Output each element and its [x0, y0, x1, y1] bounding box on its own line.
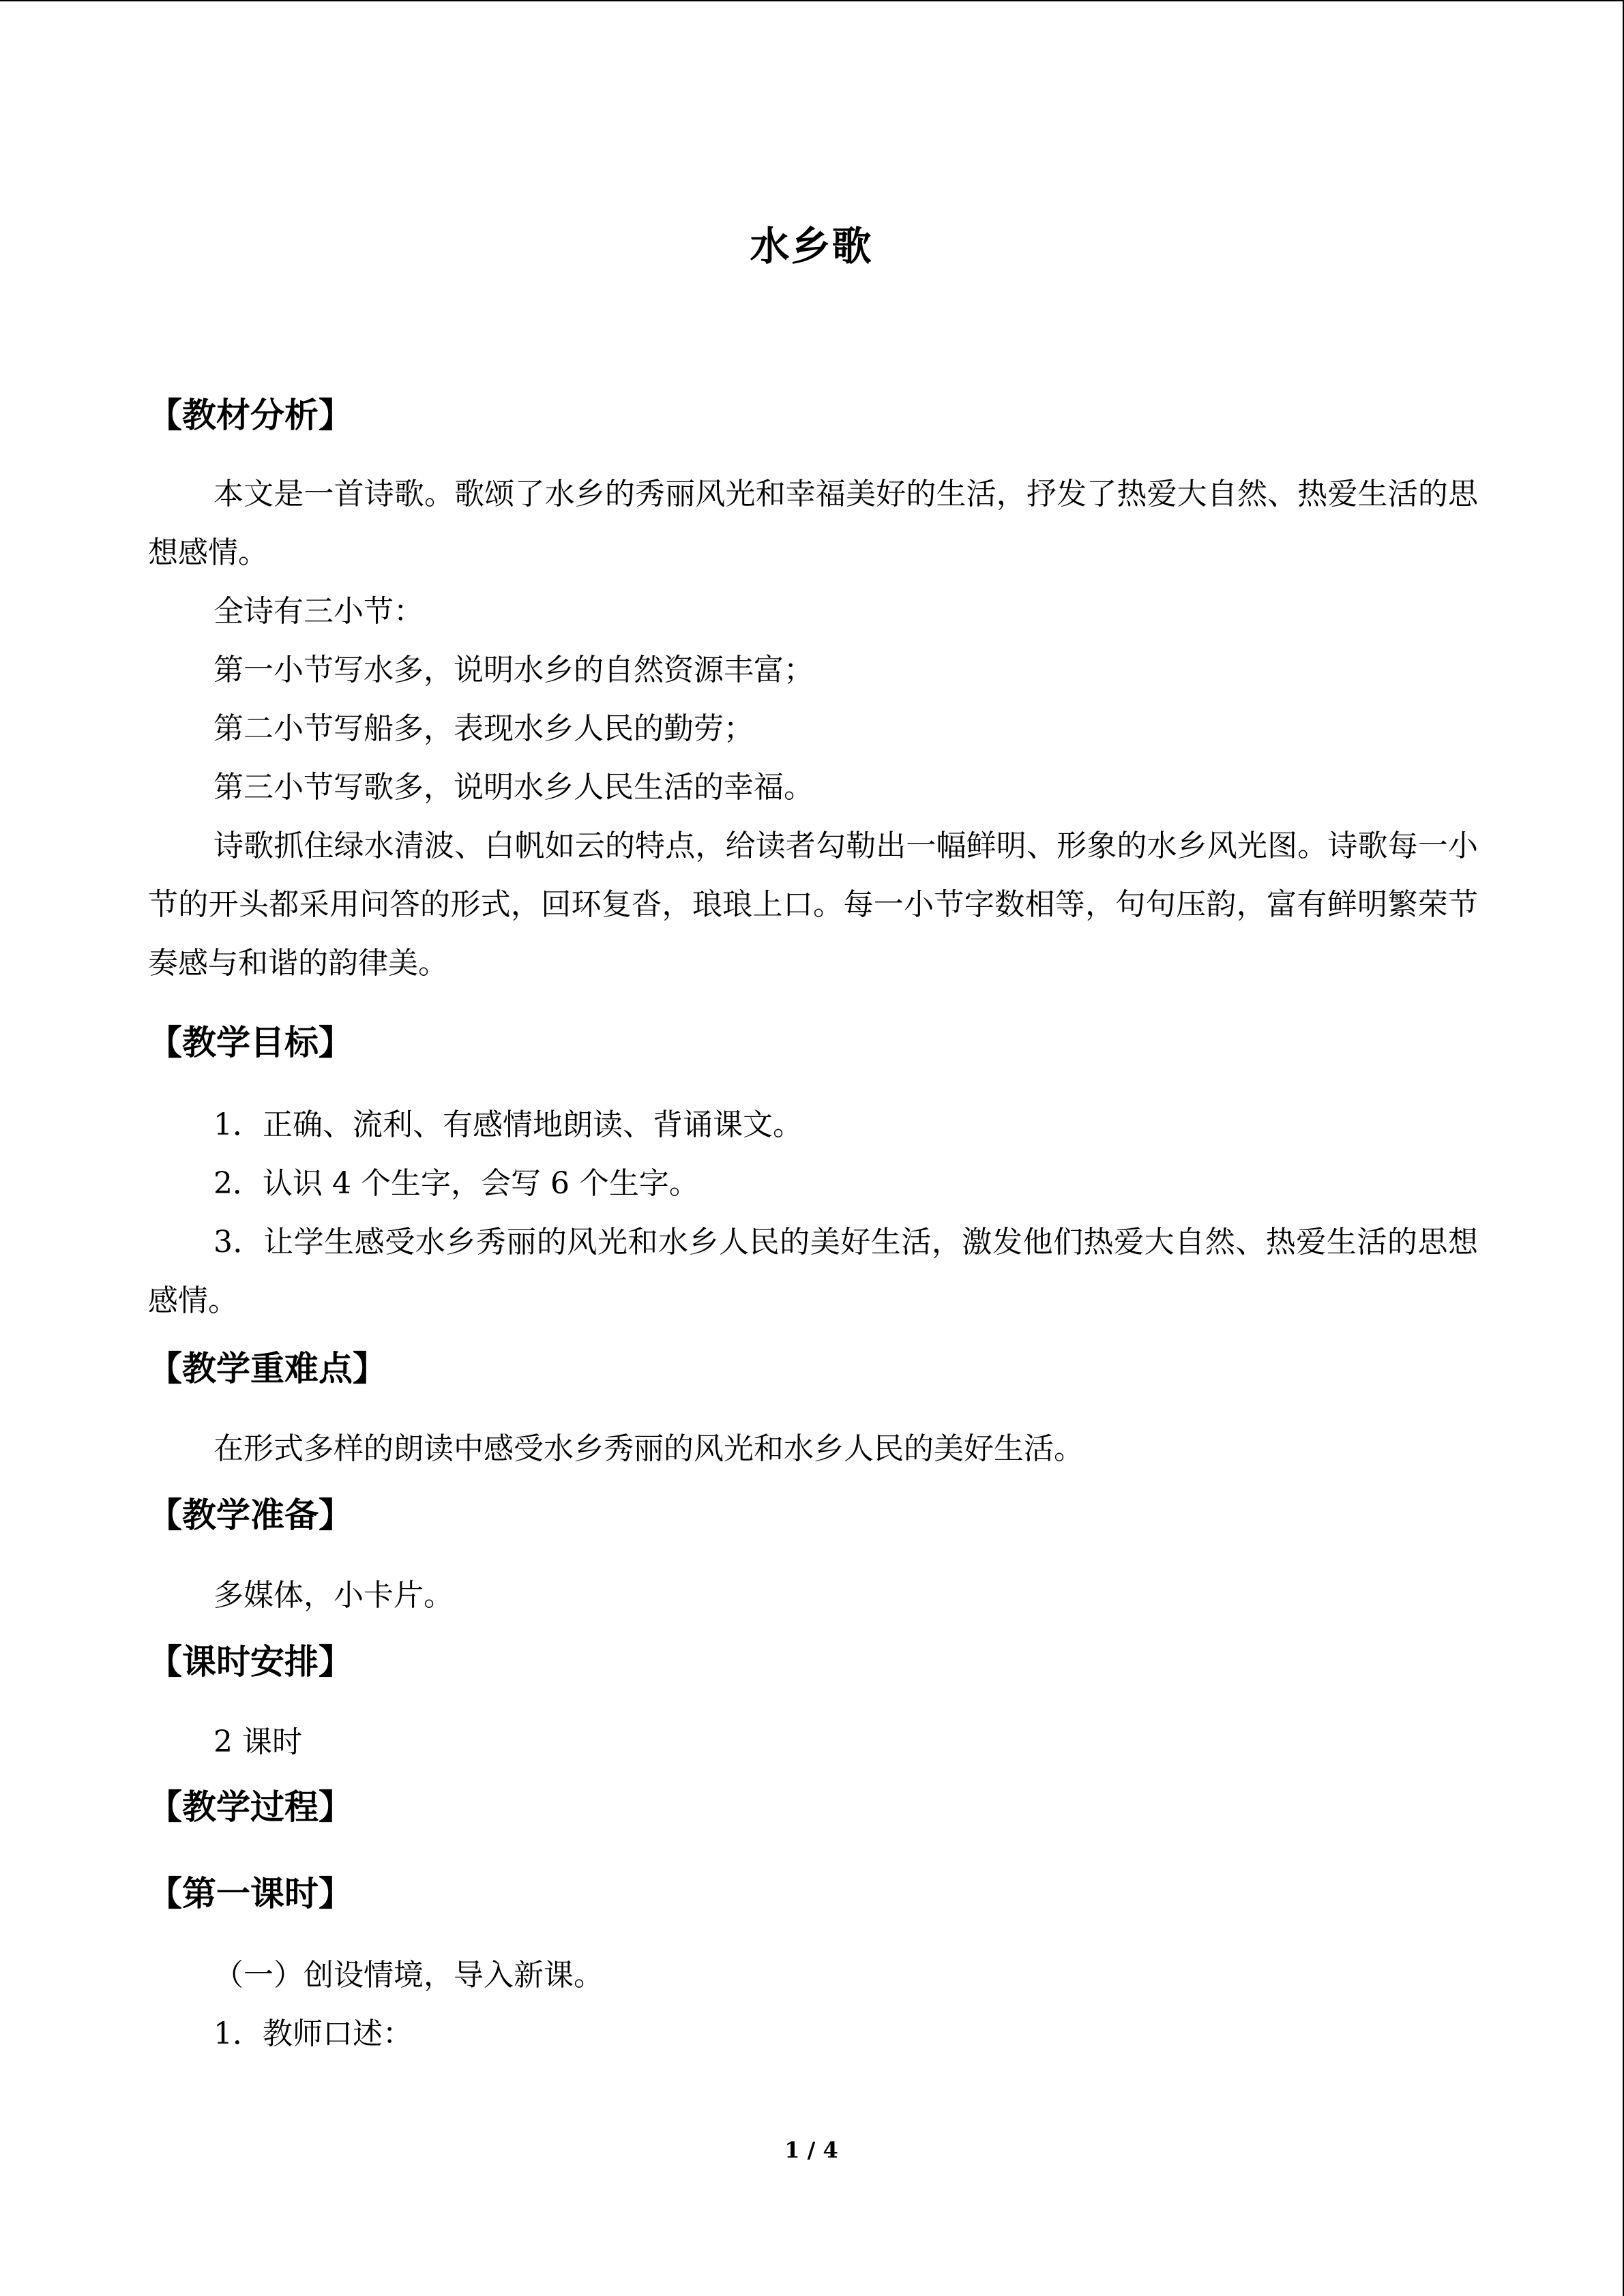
paragraph-material-stanza-1: 第一小节写水多，说明水乡的自然资源丰富； — [213, 653, 814, 687]
paragraph-material-stanza-2: 第二小节写船多，表现水乡人民的勤劳； — [213, 711, 754, 746]
goal-item-3: 3．让学生感受水乡秀丽的风光和水乡人民的美好生活，激发他们热爱大自然、热爱生活的思想感情。 — [148, 1225, 1478, 1318]
goal-item-1: 1．正确、流利、有感情地朗读、背诵课文。 — [213, 1107, 803, 1142]
paragraph-schedule: 2 课时 — [213, 1725, 302, 1759]
heading-material-analysis: 【教材分析】 — [148, 395, 353, 435]
heading-key-difficulties: 【教学重难点】 — [148, 1348, 387, 1388]
heading-teaching-goals: 【教学目标】 — [148, 1022, 353, 1062]
paragraph-preparation: 多媒体，小卡片。 — [213, 1578, 454, 1613]
paragraph-material-stanza-3: 第三小节写歌多，说明水乡人民生活的幸福。 — [213, 770, 814, 805]
goal-item-2: 2．认识 4 个生字，会写 6 个生字。 — [213, 1166, 699, 1201]
paragraph-first-lesson-step: （一）创设情境，导入新课。 — [213, 1958, 604, 1993]
heading-preparation: 【教学准备】 — [148, 1495, 353, 1535]
document-title: 水乡歌 — [750, 223, 873, 269]
paragraph-material-summary: 诗歌抓住绿水清波、白帆如云的特点，给读者勾勒出一幅鲜明、形象的水乡风光图。诗歌每一小节的开头都采用问答的形式，回环复沓，琅琅上口。每一小节字数相等，句句压韵，富有鲜明繁荣节奏感与和谐的韵律美。 — [148, 829, 1478, 981]
heading-schedule: 【课时安排】 — [148, 1641, 353, 1682]
page-number: 1 / 4 — [784, 2137, 838, 2163]
paragraph-key-difficulties: 在形式多样的朗读中感受水乡秀丽的风光和水乡人民的美好生活。 — [213, 1431, 1084, 1466]
heading-process: 【教学过程】 — [148, 1787, 353, 1827]
paragraph-first-lesson-narration: 1．教师口述： — [213, 2016, 413, 2051]
heading-first-lesson: 【第一课时】 — [148, 1873, 353, 1913]
paragraph-material-intro: 本文是一首诗歌。歌颂了水乡的秀丽风光和幸福美好的生活，抒发了热爱大自然、热爱生活的思想感情。 — [148, 477, 1478, 570]
paragraph-material-sections: 全诗有三小节： — [213, 594, 424, 629]
